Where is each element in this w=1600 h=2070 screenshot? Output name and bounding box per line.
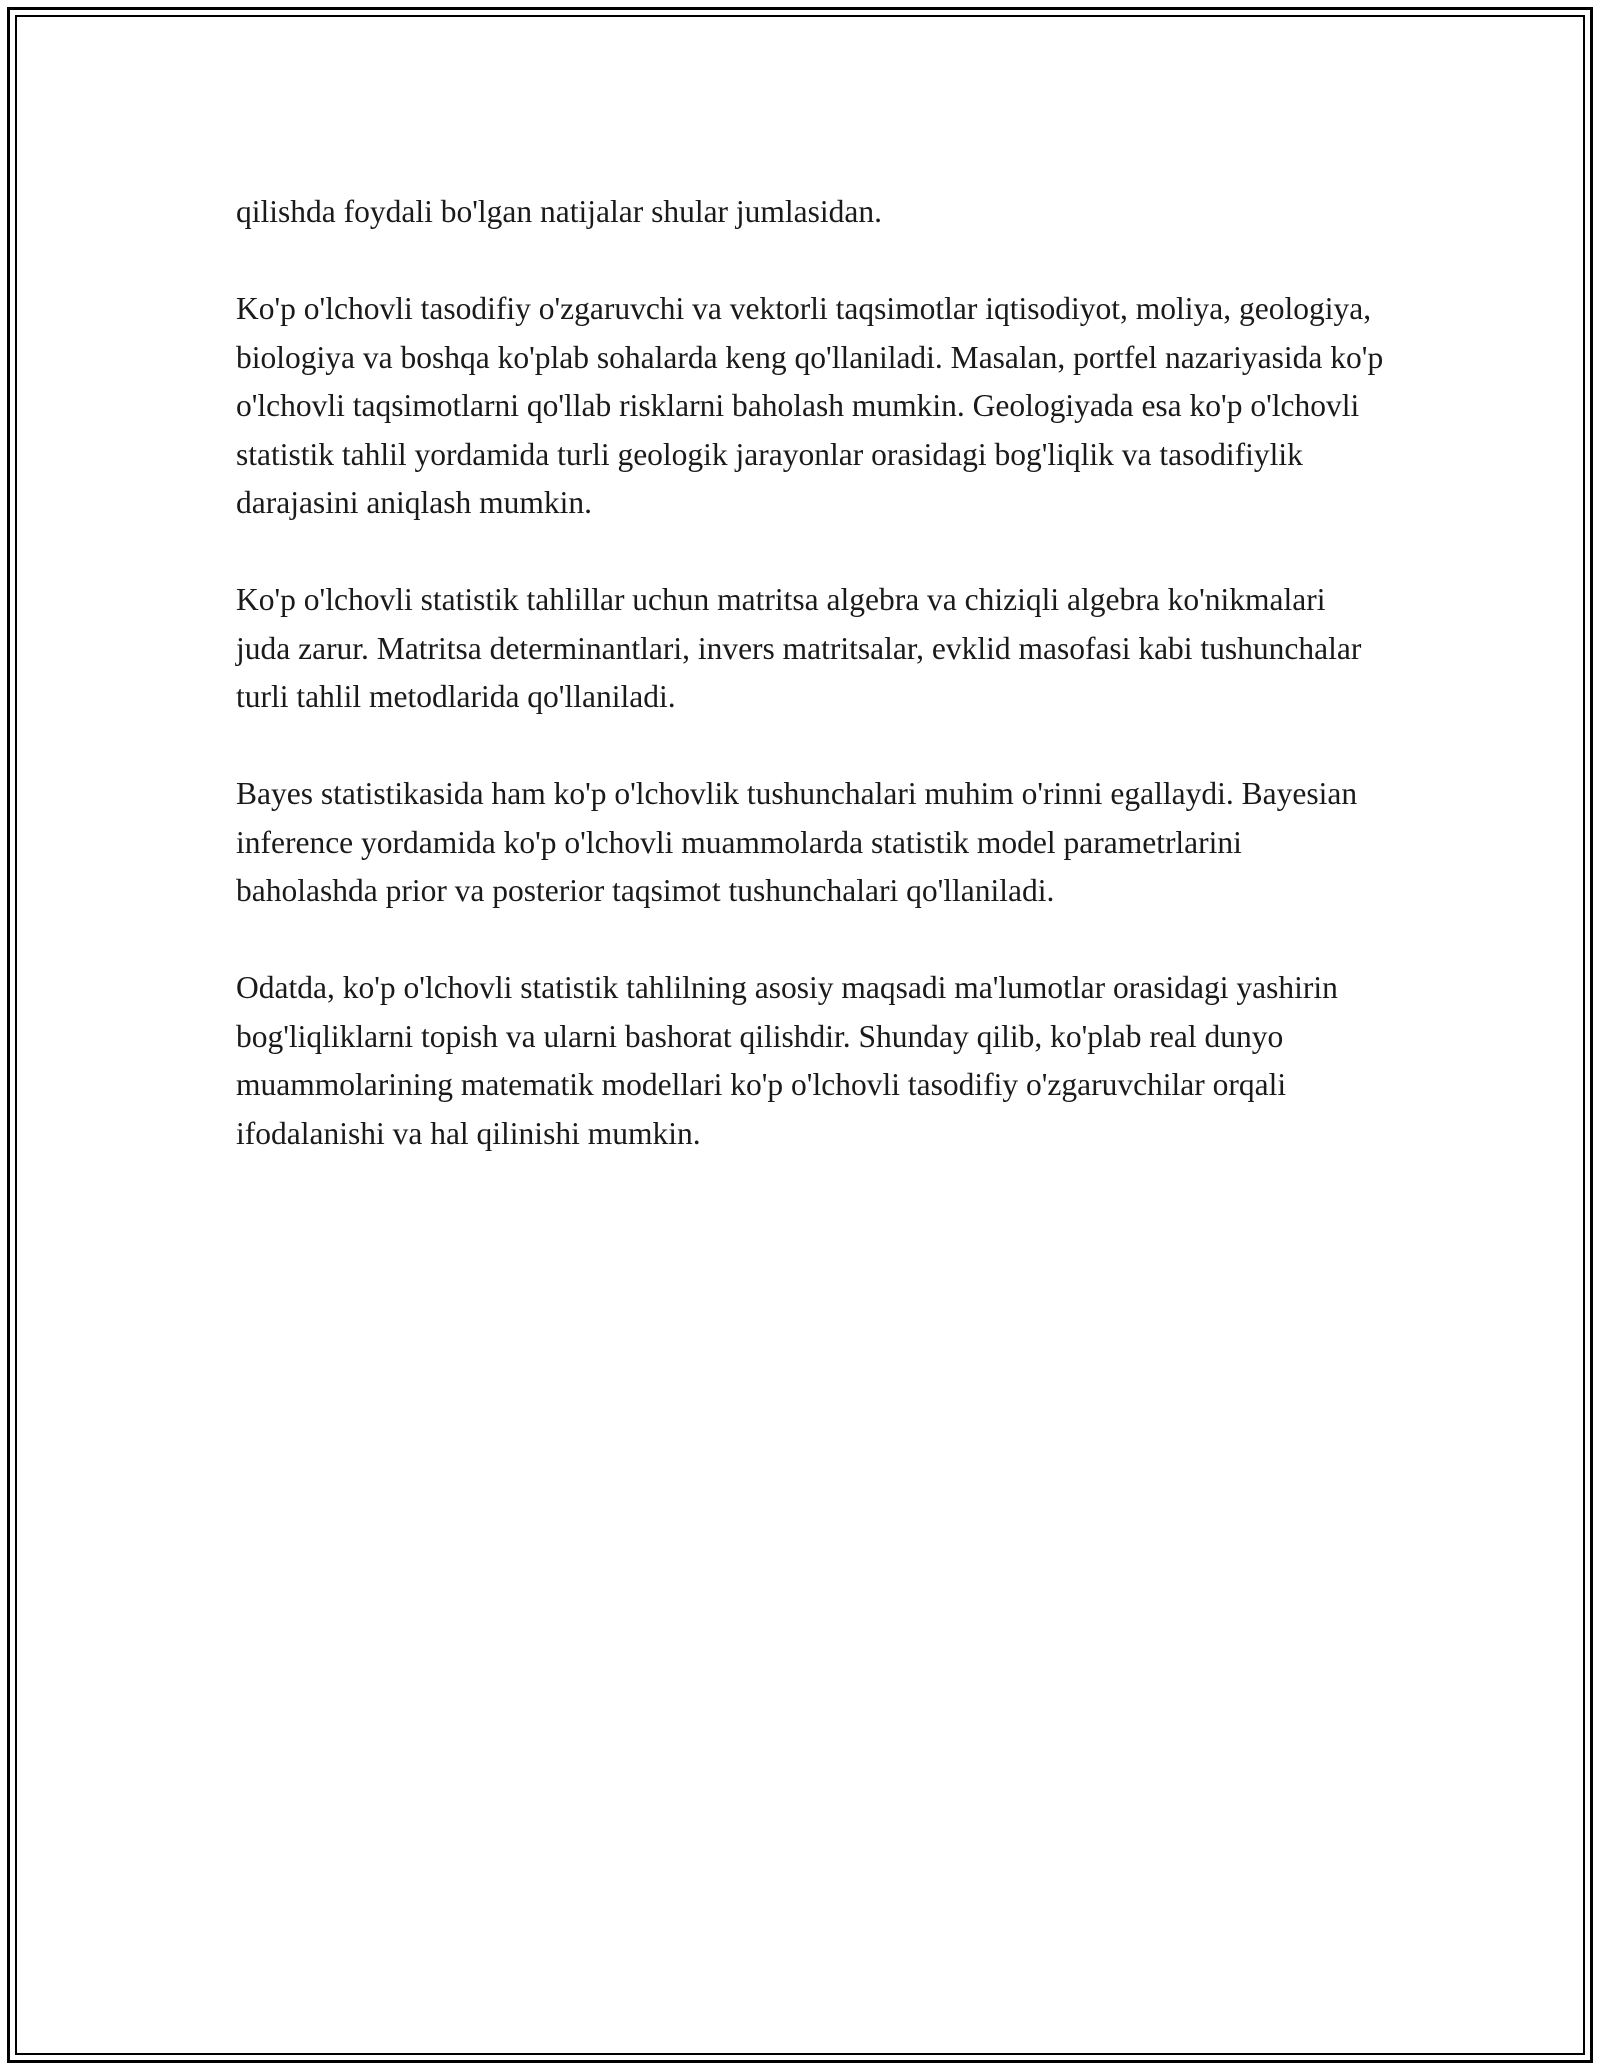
paragraph-5: Odatda, ko'p o'lchovli statistik tahlilning asosiy maqsadi ma'lumotlar orasidagi yashirin bog'liqliklarni topish va ularni bashorat qilishdir. Shunday qilib, ko'plab real dunyo muammolarining matematik modellari ko'p o'lchovli tasodifiy o'zgaruvchilar orqali ifodalanishi va hal qilinishi mumkin. [236,970,1338,1151]
paragraph-3: Ko'p o'lchovli statistik tahlillar uchun matritsa algebra va chiziqli algebra ko'nikmalari juda zarur. Matritsa determinantlari, invers matritsalar, evklid masofasi kabi tushunchalar turli tahlil metodlarida qo'llaniladi. [236,582,1362,714]
paragraph-1: qilishda foydali bo'lgan natijalar shular jumlasidan. [236,194,883,229]
document-body [236,188,1386,1207]
paragraph-2: Ko'p o'lchovli tasodifiy o'zgaruvchi va vektorli taqsimotlar iqtisodiyot, moliya, geologiya, biologiya va boshqa ko'plab sohalarda keng qo'llaniladi. Masalan, portfel nazariyasida ko'p o'lchovli taqsimotlarni qo'llab risklarni baholash mumkin. Geologiyada esa ko'p o'lchovli statistik tahlil yordamida turli geologik jarayonlar orasidagi bog'liqlik va tasodifiylik darajasini aniqlash mumkin. [236,291,1384,520]
paragraph-4: Bayes statistikasida ham ko'p o'lchovlik tushunchalari muhim o'rinni egallaydi. Bayesian inference yordamida ko'p o'lchovli muammolarda statistik model parametrlarini baholashda prior va posterior taqsimot tushunchalari qo'llaniladi. [236,776,1358,908]
